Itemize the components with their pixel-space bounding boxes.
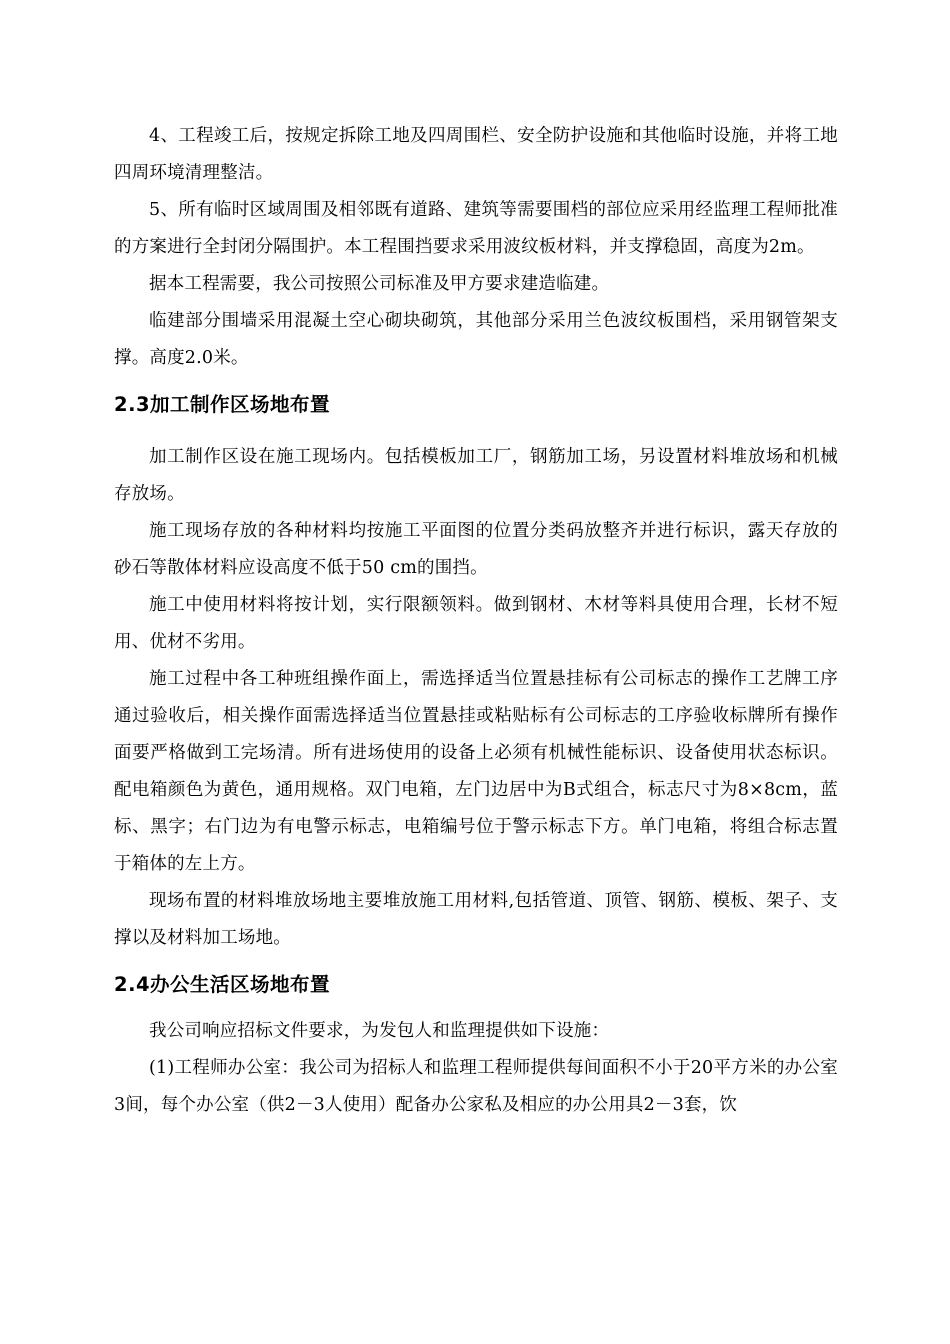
paragraph-facilities-intro: 我公司响应招标文件要求，为发包人和监理提供如下设施： <box>149 1021 610 1041</box>
section-heading-2-4: 2.4办公生活区场地布置 <box>114 973 331 996</box>
paragraph-engineer-office: (1)工程师办公室：我公司为招标人和监理工程师提供每间面积不小于20平方米的办公室3间，每个办公室（供2－3人使用）配备办公家私及相应的办公用具2－3套，饮 <box>114 1058 838 1115</box>
paragraph-item-5: 5、所有临时区域周围及相邻既有道路、建筑等需要围档的部位应采用经监理工程师批准的方案进行全封闭分隔围护。本工程围挡要求采用波纹板材料，并支撑稳固，高度为2m。 <box>114 200 838 257</box>
paragraph-signage: 施工过程中各工种班组操作面上，需选择适当位置悬挂标有公司标志的操作工艺牌工序通过验收后，相关操作面需选择适当位置悬挂或粘贴标有公司标志的工序验收标牌所有操作面要严格做到工完场清。所有进场使用的设备上必须有机械性能标识、设备使用状态标识。配电箱颜色为黄色，通用规格。双门电箱，左门边居中为B式组合，标志尺寸为8×8cm，蓝标、黑字；右门边为有电警示标志，电箱编号位于警示标志下方。单门电箱，将组合标志置于箱体的左上方。 <box>114 669 838 874</box>
document-page <box>114 118 838 1124</box>
section-heading-2-3: 2.3加工制作区场地布置 <box>114 393 331 416</box>
paragraph-processing-area: 加工制作区设在施工现场内。包括模板加工厂，钢筋加工场，另设置材料堆放场和机械存放场。 <box>114 447 838 504</box>
paragraph-storage-yard: 现场布置的材料堆放场地主要堆放施工用材料,包括管道、顶管、钢筋、模板、架子、支撑以及材料加工场地。 <box>114 891 838 948</box>
paragraph-material-storage: 施工现场存放的各种材料均按施工平面图的位置分类码放整齐并进行标识，露天存放的砂石等散体材料应设高度不低于50 cm的围挡。 <box>114 521 838 578</box>
paragraph-item-4: 4、工程竣工后，按规定拆除工地及四周围栏、安全防护设施和其他临时设施，并将工地四周环境清理整洁。 <box>114 126 838 183</box>
paragraph-material-usage: 施工中使用材料将按计划，实行限额领料。做到钢材、木材等料具使用合理，长材不短用、优材不劣用。 <box>114 595 838 652</box>
paragraph-temporary-build: 据本工程需要，我公司按照公司标准及甲方要求建造临建。 <box>149 274 610 294</box>
paragraph-wall-description: 临建部分围墙采用混凝土空心砌块砌筑，其他部分采用兰色波纹板围档，采用钢管架支撑。高度2.0米。 <box>114 311 838 368</box>
